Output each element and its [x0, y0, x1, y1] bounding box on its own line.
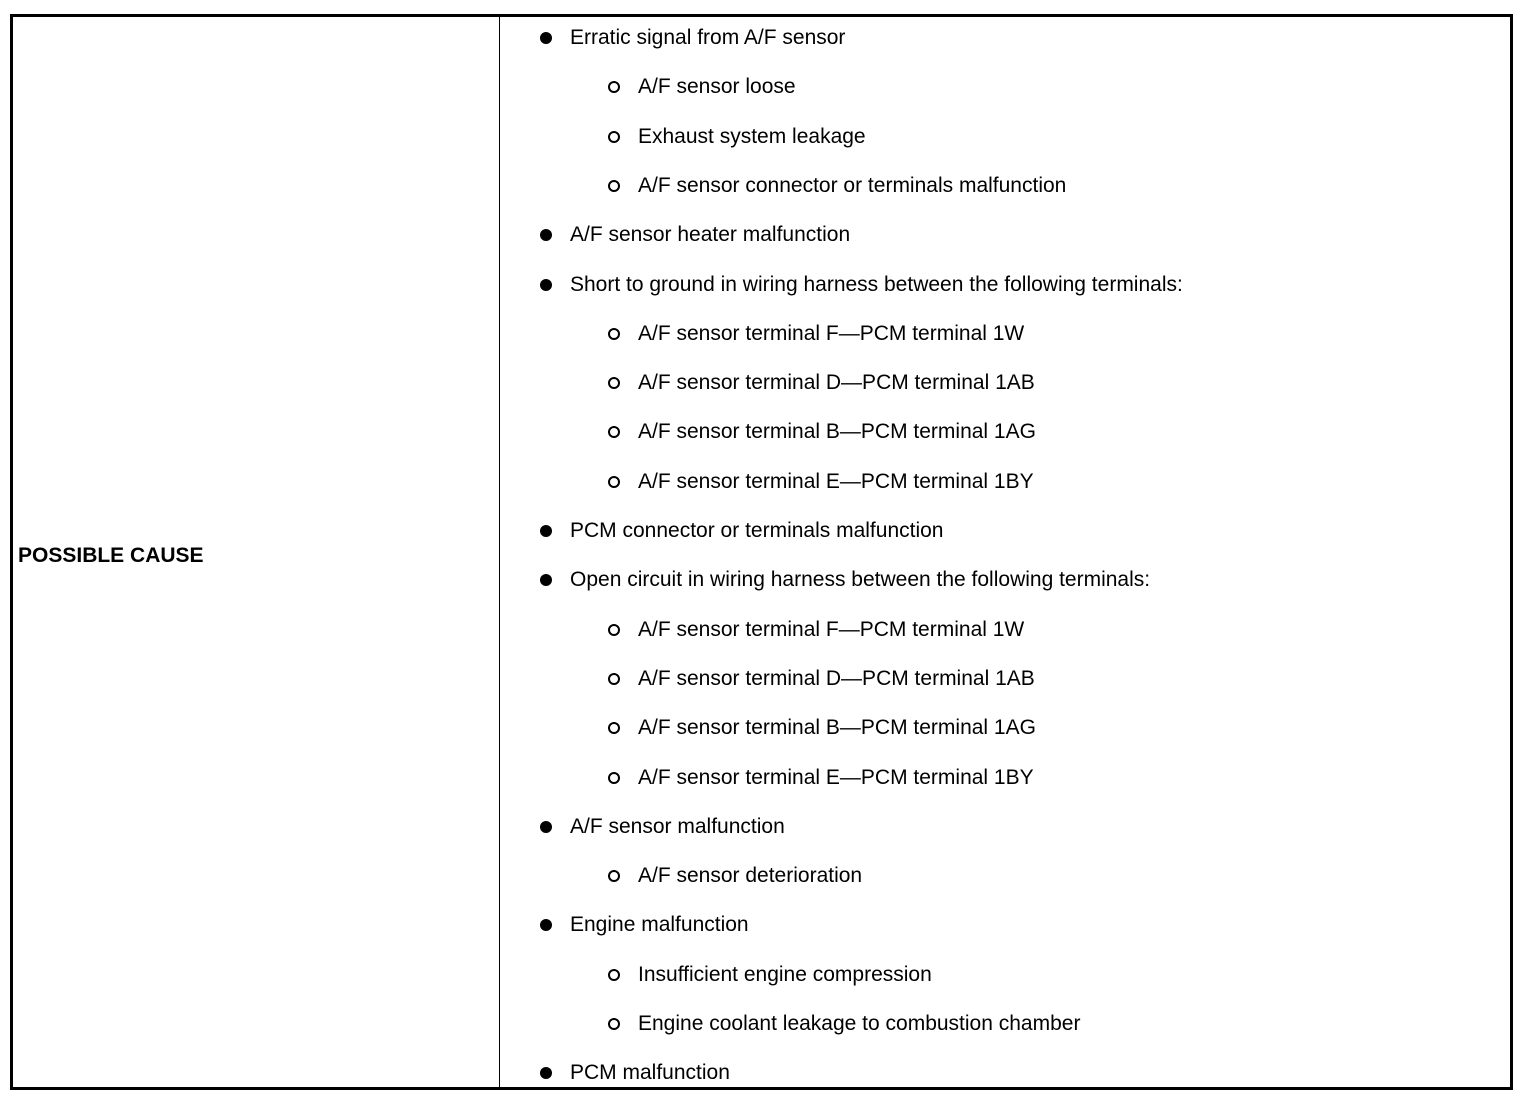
hollow-bullet-icon [608, 328, 620, 340]
cause-text: A/F sensor terminal E—PCM terminal 1BY [638, 469, 1034, 493]
hollow-bullet-icon [608, 969, 620, 981]
possible-cause-table [10, 14, 1513, 1090]
cause-text: A/F sensor terminal B—PCM terminal 1AG [638, 716, 1036, 740]
cause-text: A/F sensor terminal F—PCM terminal 1W [638, 321, 1025, 345]
hollow-bullet-icon [608, 377, 620, 389]
cause-text: A/F sensor terminal B—PCM terminal 1AG [638, 420, 1036, 444]
hollow-bullet-icon [608, 673, 620, 685]
hollow-bullet-icon [608, 870, 620, 882]
hollow-bullet-icon [608, 624, 620, 636]
cause-text: Open circuit in wiring harness between the following terminals: [570, 568, 1151, 592]
hollow-bullet-icon [608, 772, 620, 784]
cause-text: Insufficient engine compression [638, 962, 932, 986]
cause-text: A/F sensor loose [638, 75, 796, 99]
cause-text: Engine coolant leakage to combustion chamber [638, 1012, 1081, 1035]
cause-text: A/F sensor heater malfunction [570, 223, 851, 247]
hollow-bullet-icon [608, 180, 620, 192]
filled-bullet-icon [540, 821, 552, 833]
cause-text: A/F sensor terminal E—PCM terminal 1BY [638, 765, 1034, 789]
cause-text: A/F sensor malfunction [570, 814, 785, 838]
hollow-bullet-icon [608, 131, 620, 143]
cause-text: Erratic signal from A/F sensor [570, 26, 846, 49]
cause-text: A/F sensor connector or terminals malfunction [638, 173, 1067, 197]
cause-text: A/F sensor terminal D—PCM terminal 1AB [638, 666, 1035, 690]
filled-bullet-icon [540, 229, 552, 241]
filled-bullet-icon [540, 1067, 552, 1079]
filled-bullet-icon [540, 32, 552, 44]
cause-text: Short to ground in wiring harness between the following terminals: [570, 272, 1183, 296]
filled-bullet-icon [540, 574, 552, 586]
cause-text: PCM connector or terminals malfunction [570, 519, 944, 542]
hollow-bullet-icon [608, 81, 620, 93]
hollow-bullet-icon [608, 426, 620, 438]
filled-bullet-icon [540, 279, 552, 291]
cause-text: Engine malfunction [570, 913, 749, 937]
hollow-bullet-icon [608, 476, 620, 488]
filled-bullet-icon [540, 919, 552, 931]
cause-text: A/F sensor terminal D—PCM terminal 1AB [638, 371, 1035, 395]
cause-list [13, 17, 1510, 1087]
filled-bullet-icon [540, 525, 552, 537]
cause-text: PCM malfunction [570, 1061, 730, 1085]
cause-text: A/F sensor terminal F—PCM terminal 1W [638, 617, 1025, 641]
cause-text: A/F sensor deterioration [638, 864, 863, 888]
row-label: POSSIBLE CAUSE [18, 544, 204, 567]
hollow-bullet-icon [608, 722, 620, 734]
cause-text: Exhaust system leakage [638, 124, 866, 148]
hollow-bullet-icon [608, 1018, 620, 1030]
